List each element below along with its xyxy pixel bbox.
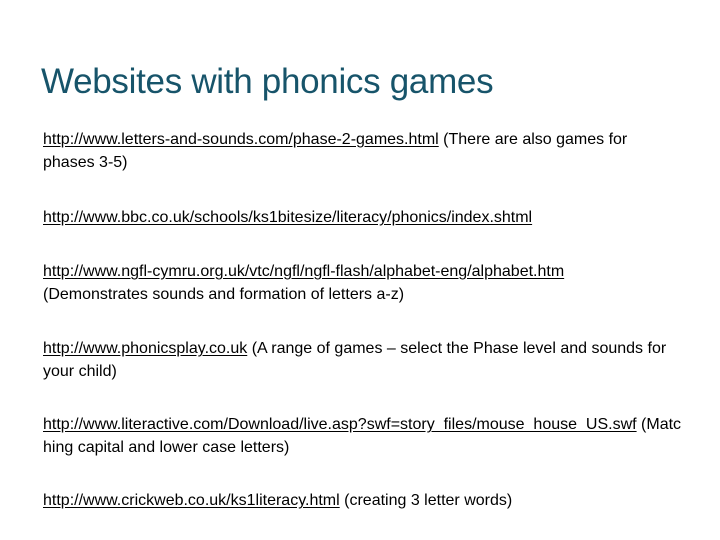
- link-crickweb[interactable]: http://www.crickweb.co.uk/ks1literacy.html: [43, 492, 340, 509]
- link-note: (creating 3 letter words): [339, 492, 513, 509]
- link-entry-phonicsplay: [43, 337, 683, 383]
- link-list: [43, 128, 683, 512]
- link-entry-literactive: [43, 413, 683, 459]
- page-title: Websites with phonics games: [41, 62, 494, 101]
- link-note: (Demonstrates sounds and formation of letters a-z): [43, 286, 405, 303]
- link-bbc-phonics[interactable]: http://www.bbc.co.uk/schools/ks1bitesize/literacy/phonics/index.shtml: [43, 209, 533, 226]
- link-note: (A range of games – select the Phase level and sounds for your child): [43, 340, 667, 380]
- link-note: (There are also games for phases 3-5): [43, 131, 628, 171]
- link-phonicsplay[interactable]: http://www.phonicsplay.co.uk: [43, 340, 248, 357]
- link-entry-bbc: [43, 206, 683, 229]
- slide-top-band: [0, 0, 720, 28]
- link-entry-ngfl: [43, 260, 683, 306]
- link-literactive[interactable]: http://www.literactive.com/Download/live.asp?swf=story_files/mouse_house_US.swf: [43, 416, 637, 433]
- link-entry-letters-and-sounds: [43, 128, 683, 174]
- link-letters-and-sounds[interactable]: http://www.letters-and-sounds.com/phase-2-games.html: [43, 131, 439, 148]
- link-ngfl-alphabet[interactable]: http://www.ngfl-cymru.org.uk/vtc/ngfl/ngfl-flash/alphabet-eng/alphabet.htm: [43, 263, 565, 280]
- link-note: (Matching capital and lower case letters): [43, 416, 682, 456]
- link-entry-crickweb: [43, 489, 683, 512]
